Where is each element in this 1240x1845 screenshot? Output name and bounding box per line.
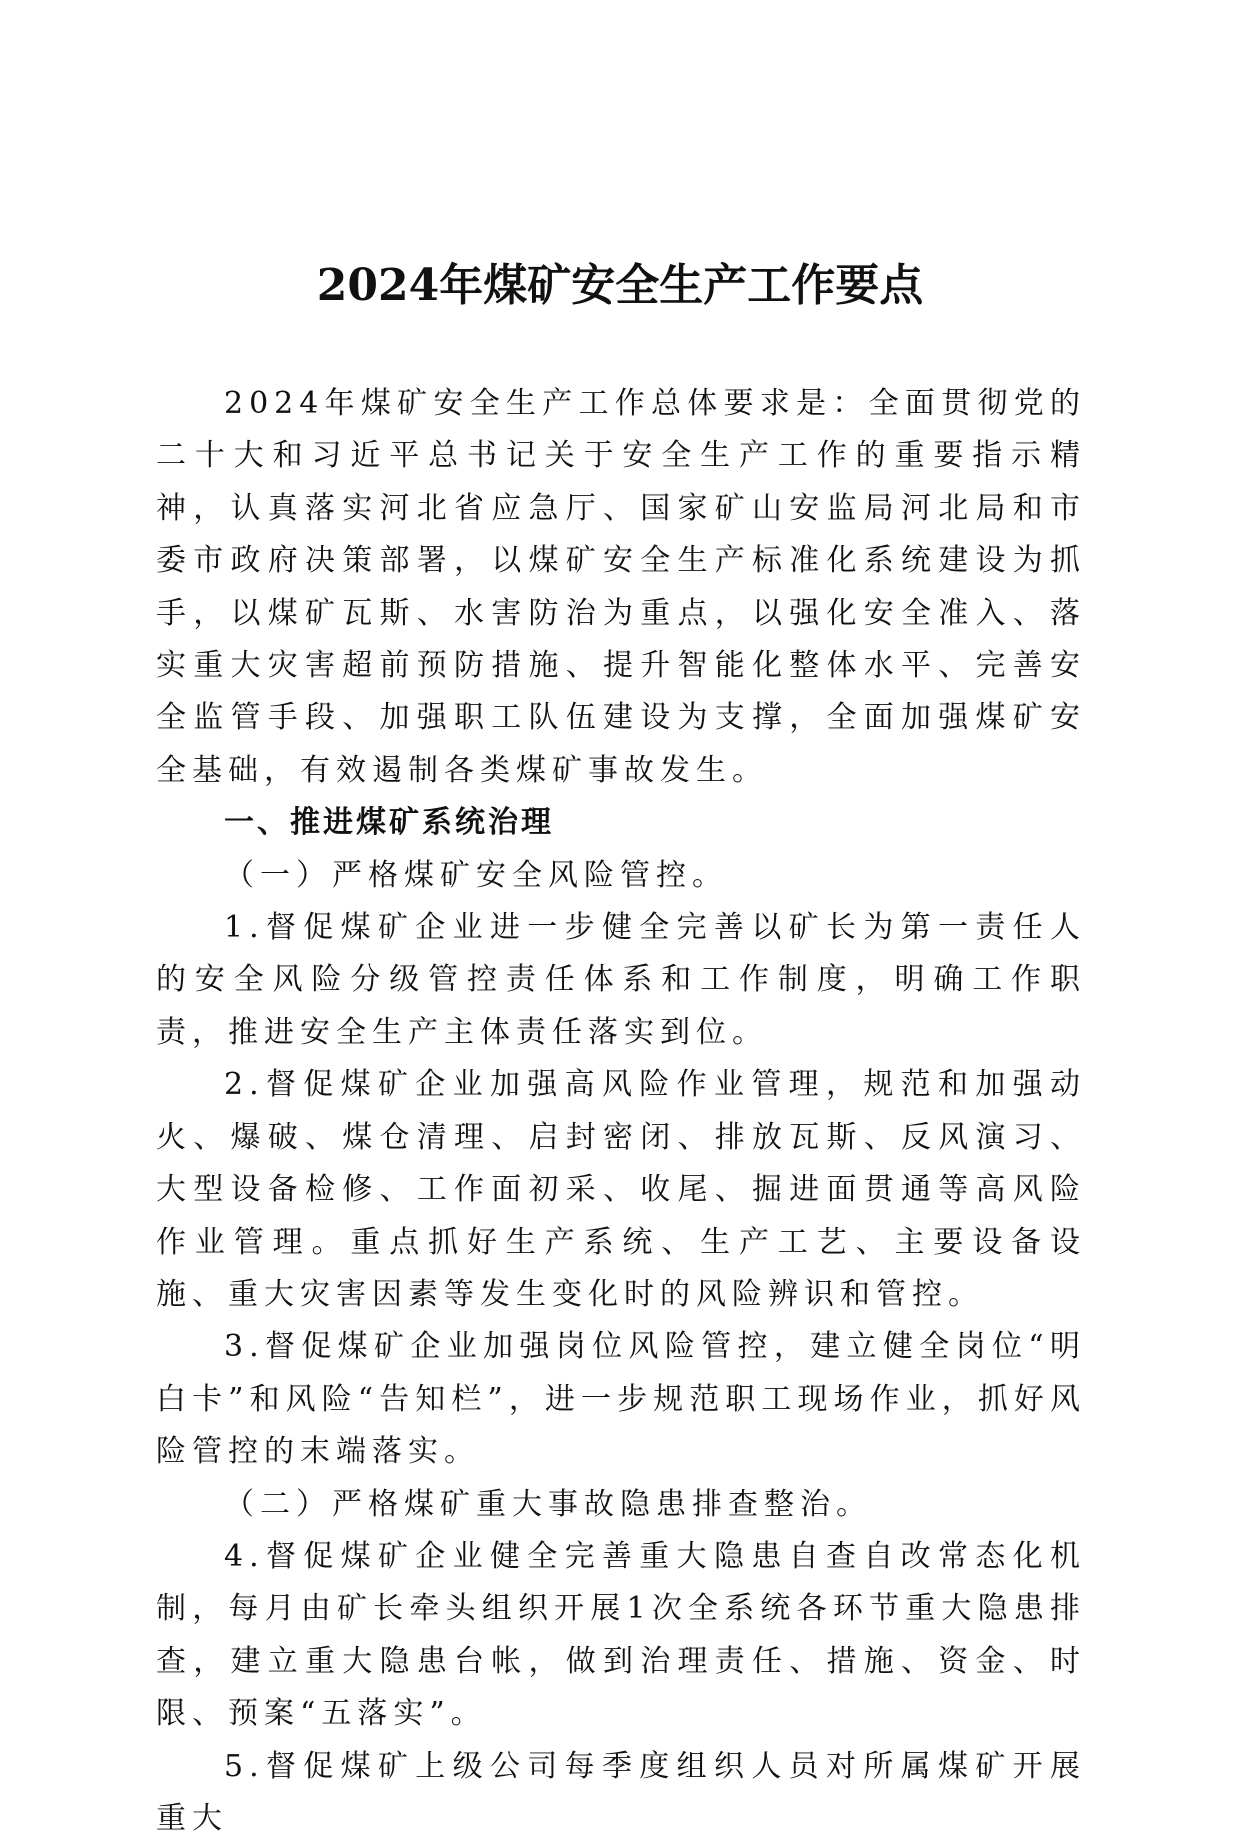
subsection-heading-2: （二）严格煤矿重大事故隐患排查整治。 [224, 1486, 872, 1522]
list-item-5: 5.督促煤矿上级公司每季度组织人员对所属煤矿开展重大 [156, 1748, 1086, 1836]
intro-paragraph: 2024年煤矿安全生产工作总体要求是：全面贯彻党的二十大和习近平总书记关于安全生产工作的重要指示精神，认真落实河北省应急厅、国家矿山安监局河北局和市委市政府决策部署，以煤矿安全生产标准化系统建设为抓手，以煤矿瓦斯、水害防治为重点，以强化安全准入、落实重大灾害超前预防措施、提升智能化整体水平、完善安全监管手段、加强职工队伍建设为支撑，全面加强煤矿安全基础，有效遏制各类煤矿事故发生。 [156, 386, 1086, 788]
list-item-3: 3.督促煤矿企业加强岗位风险管控，建立健全岗位“明白卡”和风险“告知栏”，进一步规范职工现场作业，抓好风险管控的末端落实。 [156, 1329, 1086, 1470]
subsection-heading-1: （一）严格煤矿安全风险管控。 [224, 857, 728, 893]
list-item-1: 1.督促煤矿企业进一步健全完善以矿长为第一责任人的安全风险分级管控责任体系和工作制度，明确工作职责，推进安全生产主体责任落实到位。 [156, 910, 1086, 1050]
list-item-2: 2.督促煤矿企业加强高风险作业管理，规范和加强动火、爆破、煤仓清理、启封密闭、排放瓦斯、反风演习、大型设备检修、工作面初采、收尾、掘进面贯通等高风险作业管理。重点抓好生产系统、生产工艺、主要设备设施、重大灾害因素等发生变化时的风险辨识和管控。 [156, 1067, 1086, 1312]
document-title: 2024年煤矿安全生产工作要点 [316, 260, 924, 311]
list-item-4: 4.督促煤矿企业健全完善重大隐患自查自改常态化机制，每月由矿长牵头组织开展1次全系统各环节重大隐患排查，建立重大隐患台帐，做到治理责任、措施、资金、时限、预案“五落实”。 [156, 1538, 1086, 1732]
section-heading-1: 一、推进煤矿系统治理 [224, 805, 554, 841]
document-body [156, 378, 1086, 1845]
